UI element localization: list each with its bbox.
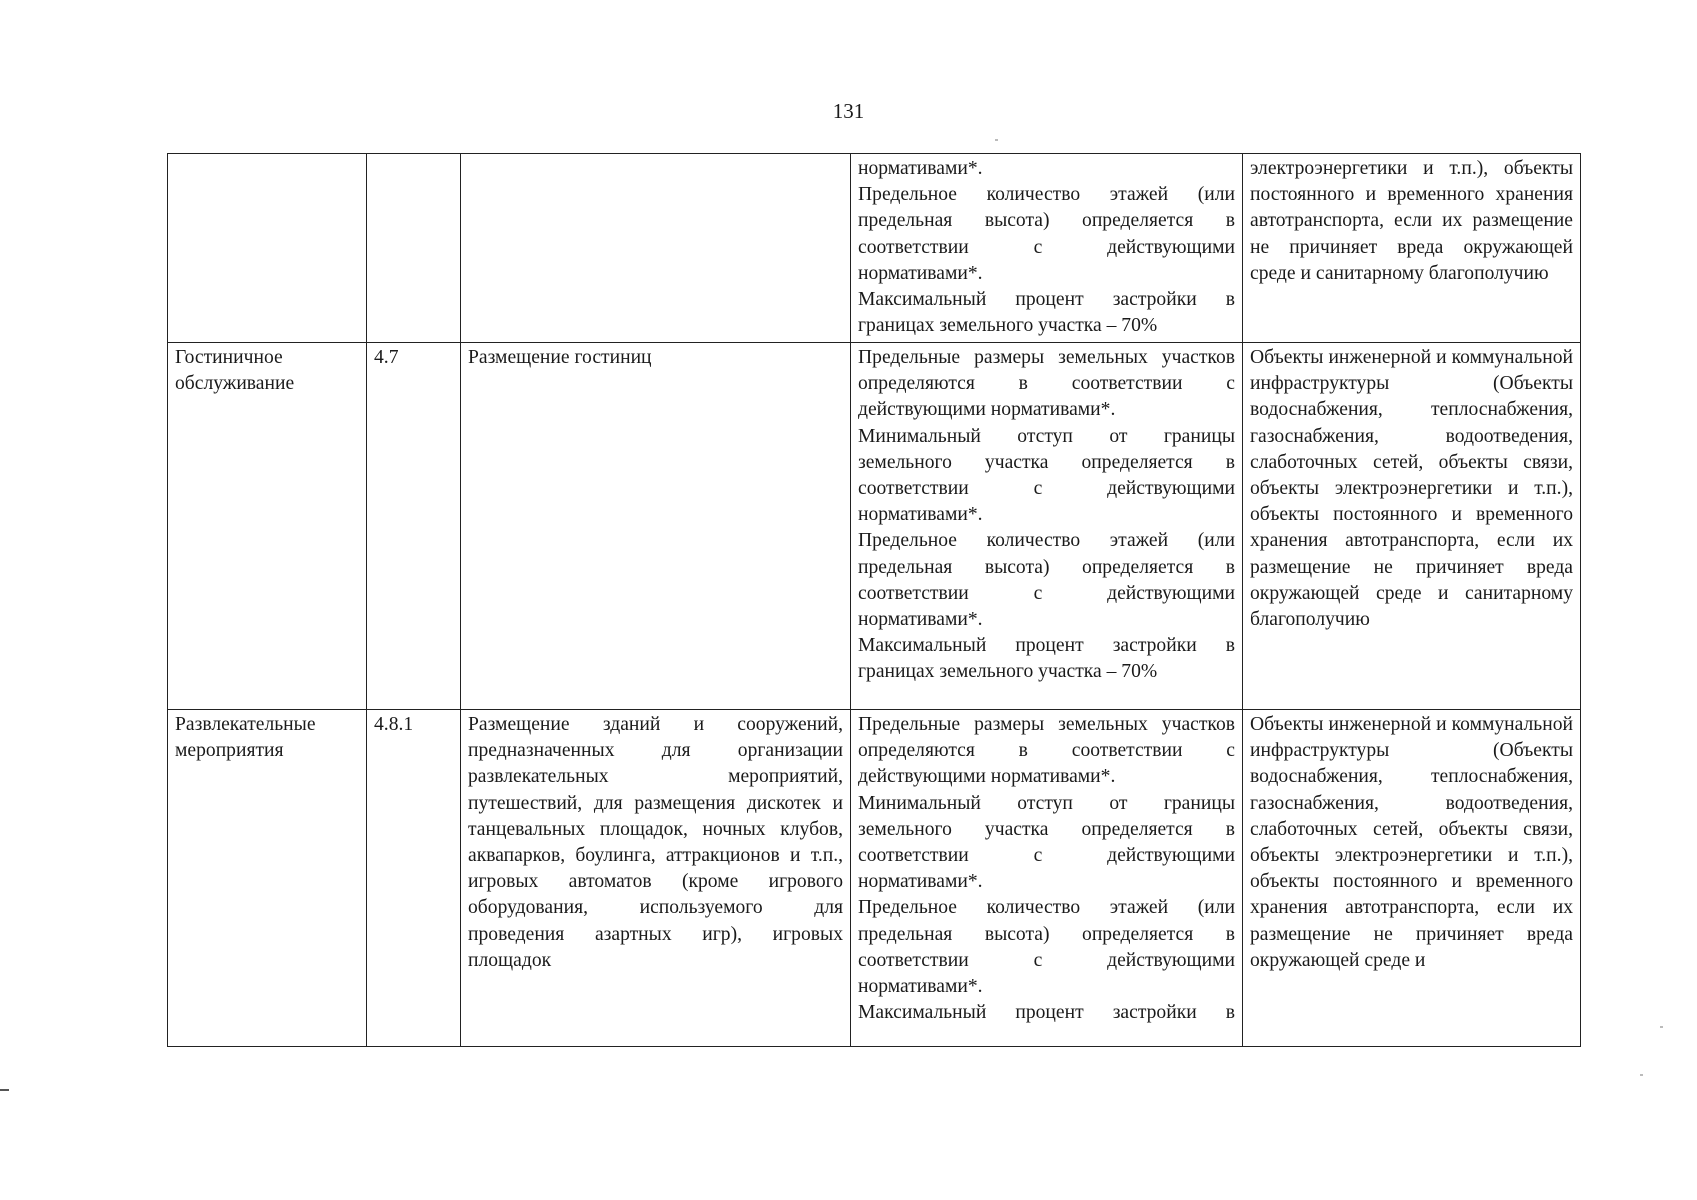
parameter-text: Максимальный процент застройки в <box>858 1002 1235 1024</box>
use-code: 4.7 <box>374 347 399 368</box>
auxiliary-uses-text: Объекты инженерной и коммунальной инфраструктуры (Объекты водоснабжения, теплоснабжения, газоснабжения, водоотведения, слаботочных сетей, объекты связи, объекты электроэнергетики и т.п.), объекты постоянного и временного хранения автотранспорта, если их размещение не причиняет вреда окружающей среде и <box>1250 714 1573 971</box>
use-name-cell <box>168 154 367 343</box>
scan-edge-mark <box>0 1089 9 1091</box>
auxiliary-uses-text: Объекты инженерной и коммунальной инфраструктуры (Объекты водоснабжения, теплоснабжения, газоснабжения, водоотведения, слаботочных сетей, объекты связи, объекты электроэнергетики и т.п.), объекты постоянного и временного хранения автотранспорта, если их размещение не причиняет вреда окружающей среде и санитарному благополучию <box>1250 347 1573 631</box>
parameters-cell <box>851 154 1243 343</box>
use-description-cell <box>461 710 851 1047</box>
use-name-cell <box>168 710 367 1047</box>
parameter-text: Предельные размеры земельных участков определяются в соответствии с действующими нормативами*. <box>858 347 1235 421</box>
use-code-cell <box>367 710 461 1047</box>
use-code-cell <box>367 343 461 710</box>
use-code: 4.8.1 <box>374 714 414 735</box>
parameter-text: Максимальный процент застройки в границах земельного участка – 70% <box>858 289 1235 337</box>
use-description: Размещение гостиниц <box>468 347 652 368</box>
parameter-text: Предельное количество этажей (или предельная высота) определяется в соответствии с действующими нормативами*. <box>858 530 1235 631</box>
parameter-text: Предельное количество этажей (или предельная высота) определяется в соответствии с действующими нормативами*. <box>858 184 1235 284</box>
use-name: Развлекательные мероприятия <box>175 714 316 762</box>
auxiliary-uses-text: электроэнергетики и т.п.), объекты постоянного и временного хранения автотранспорта, если их размещение не причиняет вреда окружающей среде и санитарному благополучию <box>1250 158 1573 284</box>
use-description: Размещение зданий и сооружений, предназначенных для организации развлекательных мероприятий, путешествий, для размещения дискотек и танцевальных площадок, ночных клубов, аквапарков, боулинга, аттракционов и т.п., игровых автоматов (кроме игрового оборудования, используемого для проведения азартных игр), игровых площадок <box>468 714 843 971</box>
auxiliary-uses-cell <box>1243 154 1581 343</box>
table-row <box>168 154 1581 343</box>
scan-speck <box>1640 1074 1643 1076</box>
scan-speck <box>995 139 998 141</box>
parameters-cell <box>851 343 1243 710</box>
table-row <box>168 343 1581 710</box>
use-description-cell <box>461 154 851 343</box>
parameter-text: нормативами*. <box>858 158 983 179</box>
scan-speck <box>1660 1026 1663 1028</box>
parameter-text: Предельное количество этажей (или предельная высота) определяется в соответствии с действующими нормативами*. <box>858 897 1235 998</box>
use-name-cell <box>168 343 367 710</box>
use-code-cell <box>367 154 461 343</box>
parameter-text: Максимальный процент застройки в границах земельного участка – 70% <box>858 635 1235 683</box>
auxiliary-uses-cell <box>1243 710 1581 1047</box>
parameter-text: Минимальный отступ от границы земельного участка определяется в соответствии с действующими нормативами*. <box>858 792 1235 893</box>
auxiliary-uses-cell <box>1243 343 1581 710</box>
land-use-table <box>167 153 1581 1047</box>
use-name: Гостиничное обслуживание <box>175 347 295 395</box>
page-number: 131 <box>832 99 865 123</box>
parameters-cell <box>851 710 1243 1047</box>
table-row <box>168 710 1581 1047</box>
use-description-cell <box>461 343 851 710</box>
parameter-text: Минимальный отступ от границы земельного участка определяется в соответствии с действующими нормативами*. <box>858 425 1235 526</box>
parameter-text: Предельные размеры земельных участков определяются в соответствии с действующими нормативами*. <box>858 714 1235 788</box>
